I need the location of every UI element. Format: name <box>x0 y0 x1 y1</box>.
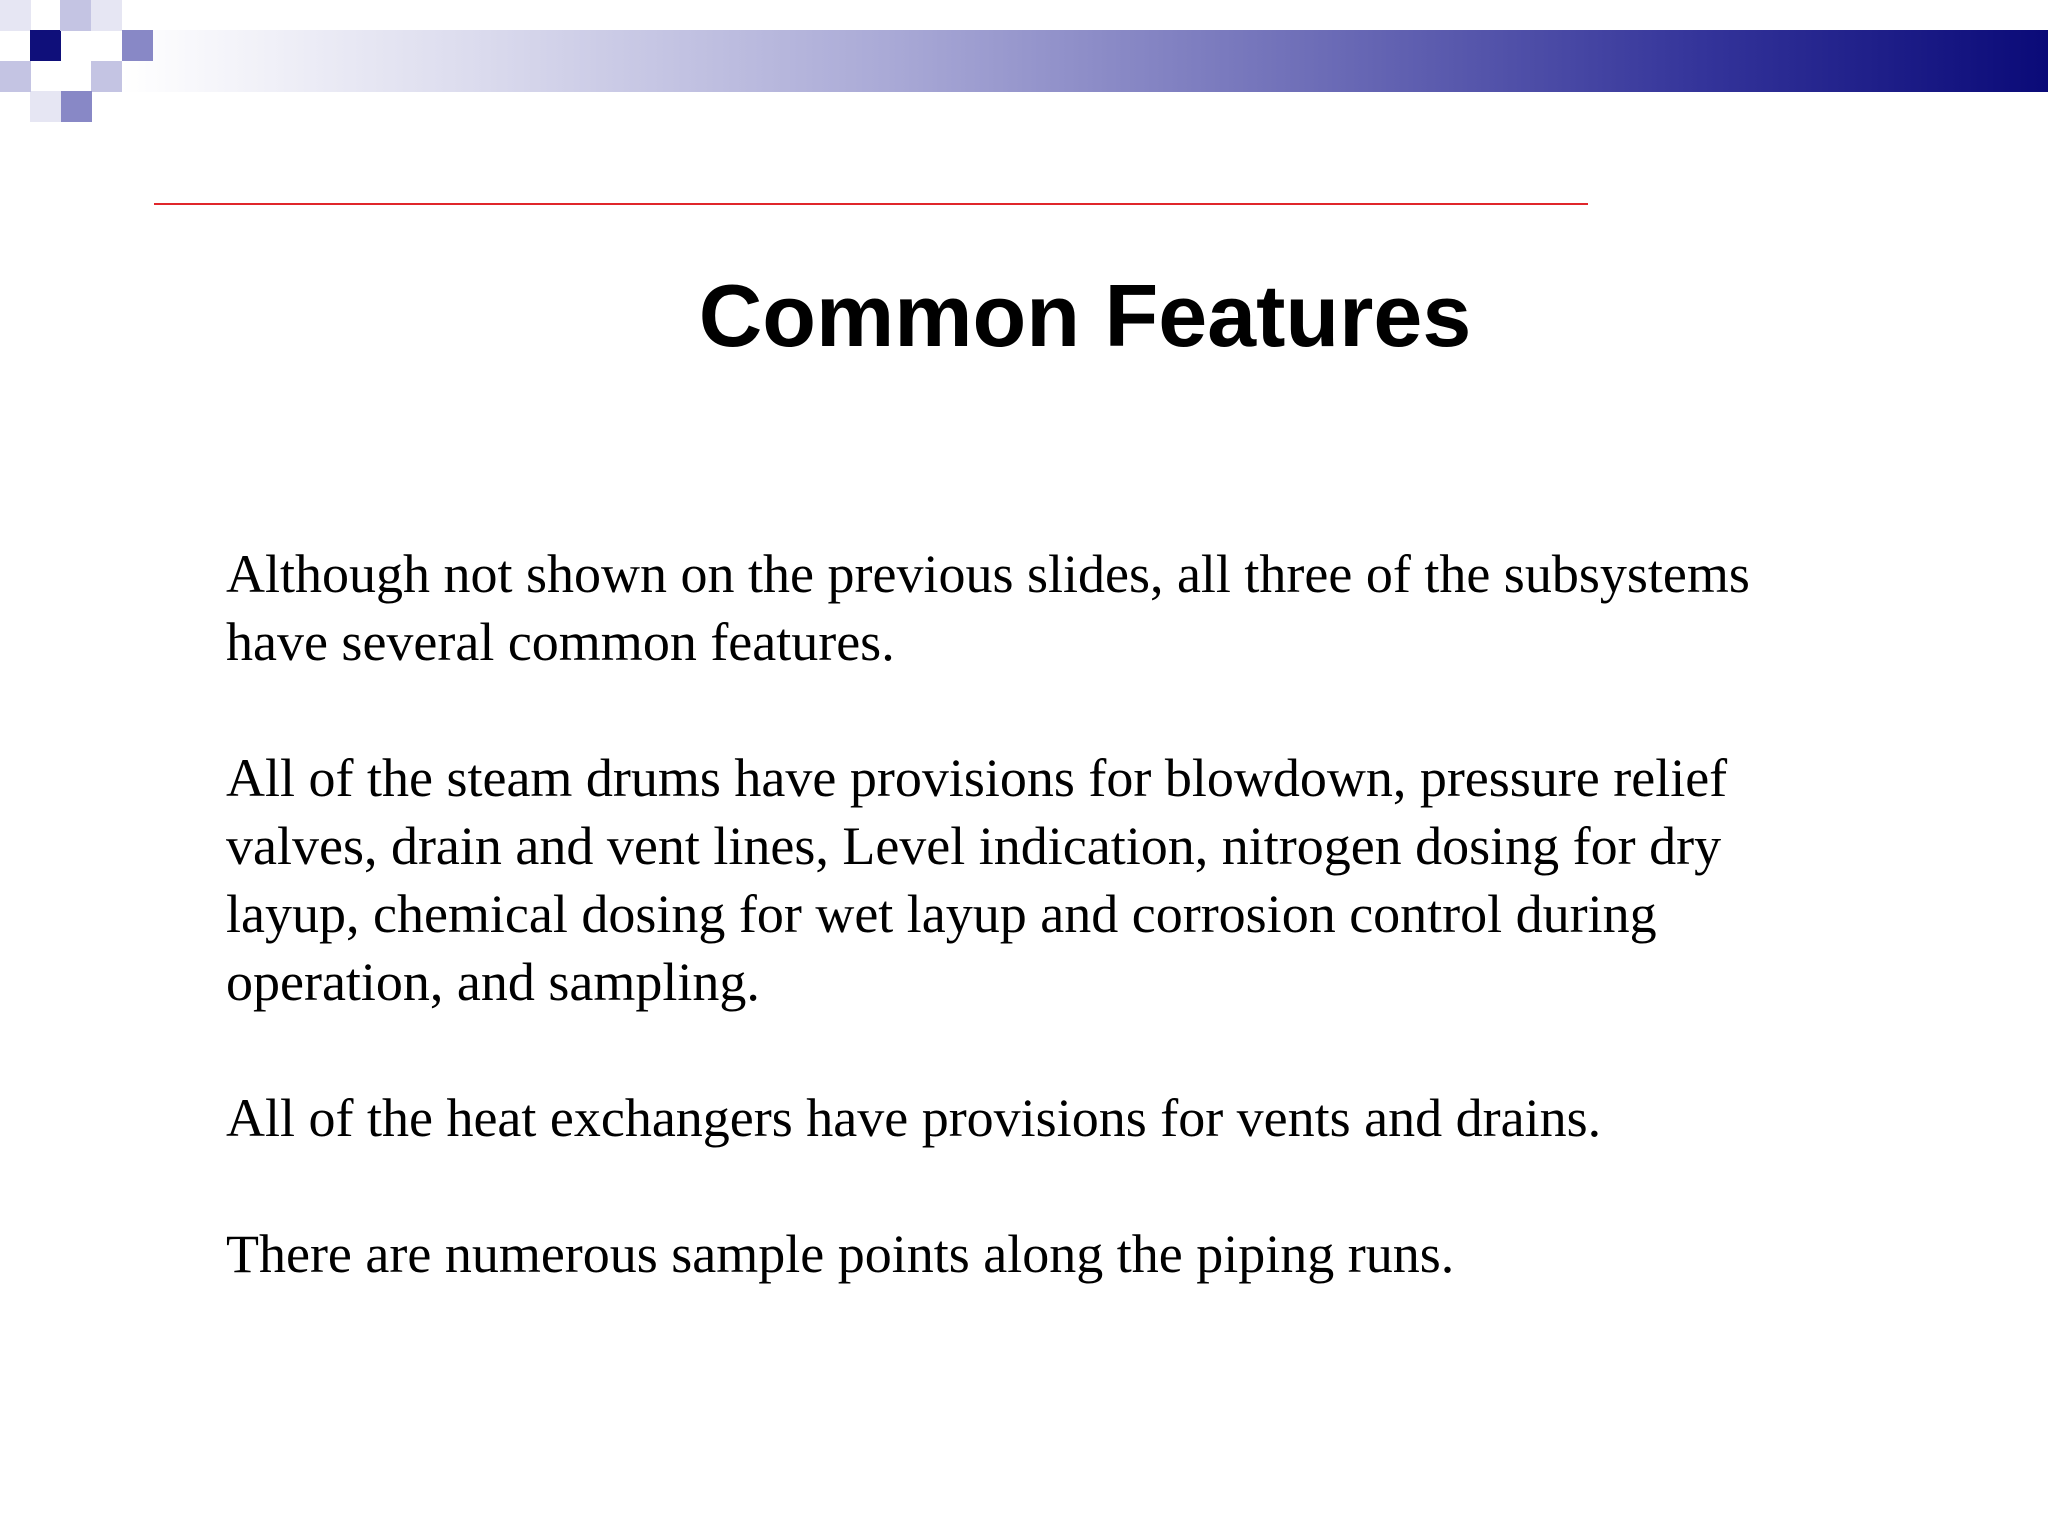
text-line: Although not shown on the previous slides, all three of the subsystems <box>226 544 1750 604</box>
paragraph <box>226 1220 1866 1288</box>
text-line: valves, drain and vent lines, Level indication, nitrogen dosing for dry <box>226 816 1722 876</box>
text-line: have several common features. <box>226 612 895 672</box>
logo-square <box>30 30 61 61</box>
slide-title: Common Features <box>698 266 1472 365</box>
logo-square <box>0 61 31 92</box>
title-divider <box>154 203 1588 205</box>
paragraph <box>226 540 1866 676</box>
logo-square <box>91 61 122 92</box>
logo-square <box>60 0 91 31</box>
text-line: There are numerous sample points along the piping runs. <box>226 1224 1455 1284</box>
text-line: All of the heat exchangers have provisions for vents and drains. <box>226 1088 1602 1148</box>
text-line: operation, and sampling. <box>226 952 760 1012</box>
logo-square <box>91 0 122 31</box>
logo-square <box>0 0 31 31</box>
logo-square <box>61 91 92 122</box>
slide-body <box>226 540 1866 1288</box>
text-line: layup, chemical dosing for wet layup and corrosion control during <box>226 884 1657 944</box>
paragraph <box>226 744 1866 1016</box>
logo-square <box>30 91 61 122</box>
header-gradient-band <box>122 30 2048 92</box>
paragraph <box>226 1084 1866 1152</box>
logo-square <box>122 30 153 61</box>
text-line: All of the steam drums have provisions for blowdown, pressure relief <box>226 748 1728 808</box>
